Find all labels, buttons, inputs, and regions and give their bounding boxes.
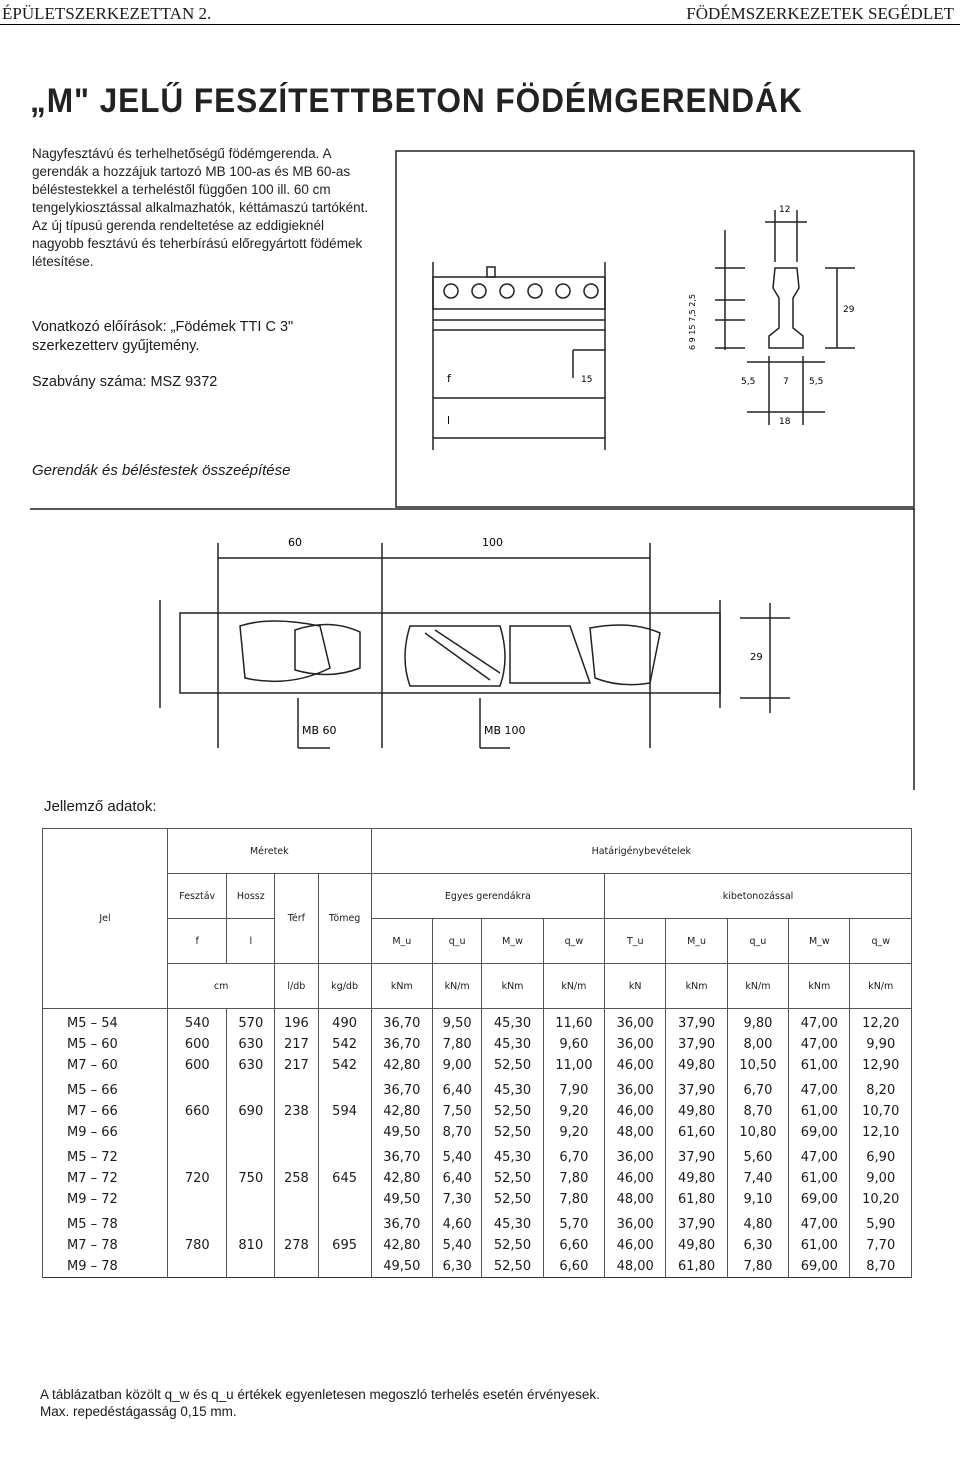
note-line-1: A táblázatban közölt q_w és q_u értékek egyenletesen megoszló terhelés esetén érvényesek. (40, 1387, 600, 1402)
table-cell: 37,90 (666, 1009, 727, 1035)
table-cell: 49,80 (666, 1235, 727, 1256)
table-cell (275, 1143, 318, 1168)
table-cell: 36,70 (371, 1009, 432, 1035)
unit-10: kN/m (727, 964, 788, 1009)
table-cell: 7,90 (543, 1076, 604, 1101)
table-cell: 61,00 (789, 1101, 850, 1122)
table-cell: 46,00 (605, 1168, 666, 1189)
unit-kgdb: kg/db (318, 964, 371, 1009)
table-cell (275, 1210, 318, 1235)
table-cell: 780 (168, 1235, 227, 1256)
table-cell: 7,50 (432, 1101, 481, 1122)
table-cell: 10,50 (727, 1055, 788, 1076)
table-cell: 6,30 (727, 1235, 788, 1256)
table-cell: 570 (227, 1009, 275, 1035)
table-cell: 69,00 (789, 1189, 850, 1210)
table-cell: 6,70 (543, 1143, 604, 1168)
table-cell: 36,00 (605, 1210, 666, 1235)
beam-code-cell: M5 – 78 (43, 1210, 168, 1235)
table-cell: 7,80 (543, 1189, 604, 1210)
beam-code-cell: M7 – 78 (43, 1235, 168, 1256)
table-cell: 36,70 (371, 1210, 432, 1235)
table-cell: 6,90 (850, 1143, 912, 1168)
table-cell: 594 (318, 1101, 371, 1122)
beam-code-cell: M7 – 66 (43, 1101, 168, 1122)
table-cell (275, 1189, 318, 1210)
sym-mu2: M_u (666, 919, 727, 964)
dim-12-label: 12 (779, 205, 791, 215)
beam-side-view (433, 262, 605, 450)
table-cell: 9,10 (727, 1189, 788, 1210)
table-cell: 37,90 (666, 1143, 727, 1168)
unit-6: kNm (482, 964, 543, 1009)
dim-29-label: 29 (843, 305, 855, 315)
table-cell (168, 1076, 227, 1101)
sym-qu: q_u (432, 919, 481, 964)
table-cell (318, 1076, 371, 1101)
col-fesztav: Fesztáv (168, 874, 227, 919)
table-row (43, 1235, 912, 1256)
table-cell: 5,70 (543, 1210, 604, 1235)
beam-code-cell: M5 – 66 (43, 1076, 168, 1101)
table-cell (168, 1189, 227, 1210)
dim-18-label: 18 (779, 417, 791, 427)
table-cell (318, 1143, 371, 1168)
table-cell: 10,80 (727, 1122, 788, 1143)
table-cell: 660 (168, 1101, 227, 1122)
sym-f: f (168, 919, 227, 964)
table-cell: 6,40 (432, 1076, 481, 1101)
table-note (40, 1386, 600, 1420)
table-cell: 52,50 (482, 1256, 543, 1278)
unit-cm: cm (168, 964, 275, 1009)
assembly-caption: Gerendák és béléstestek összeépítése (32, 462, 291, 479)
sym-tu: T_u (605, 919, 666, 964)
table-cell: 49,80 (666, 1101, 727, 1122)
table-cell: 46,00 (605, 1101, 666, 1122)
table-cell: 46,00 (605, 1055, 666, 1076)
table-row (43, 1055, 912, 1076)
table-cell: 630 (227, 1034, 275, 1055)
dim-5-5-a-label: 5,5 (741, 377, 756, 387)
col-group-limits: Határigénybevételek (371, 829, 911, 874)
table-row (43, 1143, 912, 1168)
table-row (43, 1034, 912, 1055)
table-cell (275, 1122, 318, 1143)
standard-text: Szabvány száma: MSZ 9372 (32, 374, 218, 390)
table-cell (227, 1256, 275, 1278)
table-cell: 42,80 (371, 1055, 432, 1076)
sym-qw: q_w (543, 919, 604, 964)
dim-5-5-b-label: 5,5 (809, 377, 824, 387)
table-cell: 45,30 (482, 1076, 543, 1101)
table-cell: 750 (227, 1168, 275, 1189)
table-cell: 49,50 (371, 1122, 432, 1143)
table-cell (227, 1076, 275, 1101)
table-row (43, 1009, 912, 1035)
table-cell: 7,30 (432, 1189, 481, 1210)
table-cell: 490 (318, 1009, 371, 1035)
dim-f-label: f (447, 372, 451, 385)
table-cell: 61,60 (666, 1122, 727, 1143)
table-cell: 690 (227, 1101, 275, 1122)
table-cell: 810 (227, 1235, 275, 1256)
unit-5: kN/m (432, 964, 481, 1009)
table-row (43, 1256, 912, 1278)
page-title: „M" JELŰ FESZÍTETTBETON FÖDÉMGERENDÁK (30, 82, 803, 120)
table-cell (168, 1210, 227, 1235)
data-table (42, 828, 912, 1278)
table-cell: 196 (275, 1009, 318, 1035)
table-cell: 9,50 (432, 1009, 481, 1035)
table-cell: 9,00 (850, 1168, 912, 1189)
table-cell: 36,70 (371, 1076, 432, 1101)
page-header (0, 2, 960, 25)
unit-11: kNm (789, 964, 850, 1009)
table-cell: 37,90 (666, 1076, 727, 1101)
beam-code-cell: M7 – 72 (43, 1168, 168, 1189)
table-cell: 52,50 (482, 1101, 543, 1122)
table-cell: 9,60 (543, 1034, 604, 1055)
table-cell: 9,90 (850, 1034, 912, 1055)
table-cell: 7,40 (727, 1168, 788, 1189)
table-cell: 9,80 (727, 1009, 788, 1035)
table-cell: 37,90 (666, 1210, 727, 1235)
table-cell: 45,30 (482, 1009, 543, 1035)
table-cell: 542 (318, 1034, 371, 1055)
table-cell: 45,30 (482, 1034, 543, 1055)
dim-7-label: 7 (783, 377, 789, 387)
beam-code-cell: M5 – 60 (43, 1034, 168, 1055)
table-cell: 61,00 (789, 1235, 850, 1256)
table-cell (227, 1143, 275, 1168)
table-cell: 4,80 (727, 1210, 788, 1235)
table-cell: 45,30 (482, 1210, 543, 1235)
table-cell: 42,80 (371, 1101, 432, 1122)
table-row (43, 1122, 912, 1143)
table-cell: 10,70 (850, 1101, 912, 1122)
description-text: Nagyfesztávú és terhelhetőségű födémgerenda. A gerendák a hozzájuk tartozó MB 100-as és MB 60-as béléstestekkel a terheléstől függően 100 ill. 60 cm tengelykiosztással alkalmazhatók, kéttámaszú tartóként. Az új típusú gerenda rendeltetése az eddigieknél nagyobb fesztávú és teherbírású előregyártott födémek létesítése. (32, 146, 369, 269)
table-cell: 8,20 (850, 1076, 912, 1101)
table-cell: 52,50 (482, 1122, 543, 1143)
table-cell: 600 (168, 1055, 227, 1076)
table-row (43, 1168, 912, 1189)
table-cell (168, 1143, 227, 1168)
table-cell: 645 (318, 1168, 371, 1189)
unit-7: kN/m (543, 964, 604, 1009)
table-cell: 61,80 (666, 1189, 727, 1210)
table-cell: 720 (168, 1168, 227, 1189)
sym-mu: M_u (371, 919, 432, 964)
table-cell: 47,00 (789, 1143, 850, 1168)
beam-code-cell: M5 – 72 (43, 1143, 168, 1168)
table-cell: 8,70 (432, 1122, 481, 1143)
table-cell: 61,00 (789, 1168, 850, 1189)
table-cell (227, 1122, 275, 1143)
table-cell: 36,70 (371, 1034, 432, 1055)
table-cell: 36,00 (605, 1076, 666, 1101)
table-cell: 7,70 (850, 1235, 912, 1256)
table-cell: 5,60 (727, 1143, 788, 1168)
table-cell: 258 (275, 1168, 318, 1189)
table-cell (227, 1189, 275, 1210)
reference-text: Vonatkozó előírások: „Födémek TTI C 3" szerkezetterv gyűjtemény. (32, 319, 294, 354)
table-row (43, 1189, 912, 1210)
table-cell: 36,70 (371, 1143, 432, 1168)
dim-29-label: 29 (750, 652, 763, 663)
table-cell: 12,20 (850, 1009, 912, 1035)
table-row (43, 1076, 912, 1101)
table-cell (168, 1122, 227, 1143)
dim-60-label: 60 (288, 536, 302, 549)
table-cell: 217 (275, 1034, 318, 1055)
table-cell: 36,00 (605, 1009, 666, 1035)
table-cell: 238 (275, 1101, 318, 1122)
table-cell: 11,60 (543, 1009, 604, 1035)
table-cell: 630 (227, 1055, 275, 1076)
header-left: ÉPÜLETSZERKEZETTAN 2. (2, 4, 212, 23)
table-cell (227, 1210, 275, 1235)
table-cell: 217 (275, 1055, 318, 1076)
table-cell: 42,80 (371, 1168, 432, 1189)
table-cell: 52,50 (482, 1189, 543, 1210)
beam-code-cell: M9 – 66 (43, 1122, 168, 1143)
table-cell: 5,40 (432, 1143, 481, 1168)
unit-9: kNm (666, 964, 727, 1009)
table-cell: 540 (168, 1009, 227, 1035)
sym-mw: M_w (482, 919, 543, 964)
table-cell (275, 1256, 318, 1278)
table-cell: 48,00 (605, 1189, 666, 1210)
beam-drawing (395, 150, 915, 510)
beam-code-cell: M9 – 78 (43, 1256, 168, 1278)
table-cell: 36,00 (605, 1143, 666, 1168)
table-cell (318, 1256, 371, 1278)
table-cell: 42,80 (371, 1235, 432, 1256)
assembly-drawing (30, 508, 915, 790)
table-cell (318, 1189, 371, 1210)
table-cell: 10,20 (850, 1189, 912, 1210)
table-cell: 7,80 (727, 1256, 788, 1278)
table-cell: 7,80 (543, 1168, 604, 1189)
table-cell: 12,10 (850, 1122, 912, 1143)
beam-code-cell: M9 – 72 (43, 1189, 168, 1210)
sym-qu2: q_u (727, 919, 788, 964)
table-cell: 52,50 (482, 1055, 543, 1076)
beam-code-cell: M5 – 54 (43, 1009, 168, 1035)
header-right: FÖDÉMSZERKEZETEK SEGÉDLET (686, 4, 954, 23)
table-cell: 49,80 (666, 1055, 727, 1076)
table-cell: 48,00 (605, 1256, 666, 1278)
table-cell: 69,00 (789, 1256, 850, 1278)
table-cell (168, 1256, 227, 1278)
table-cell: 4,60 (432, 1210, 481, 1235)
table-cell: 8,70 (850, 1256, 912, 1278)
table-cell (318, 1122, 371, 1143)
table-cell: 47,00 (789, 1034, 850, 1055)
dim-l-label: l (447, 414, 451, 427)
table-cell: 52,50 (482, 1235, 543, 1256)
unit-ldb: l/db (275, 964, 318, 1009)
table-cell: 47,00 (789, 1009, 850, 1035)
table-cell: 48,00 (605, 1122, 666, 1143)
table-cell: 11,00 (543, 1055, 604, 1076)
table-body (43, 1009, 912, 1278)
beam-code-cell: M7 – 60 (43, 1055, 168, 1076)
table-cell: 542 (318, 1055, 371, 1076)
col-group-concrete: kibetonozással (605, 874, 912, 919)
table-cell: 7,80 (432, 1034, 481, 1055)
table-cell: 12,90 (850, 1055, 912, 1076)
col-group-dims: Méretek (168, 829, 372, 874)
table-cell: 5,90 (850, 1210, 912, 1235)
note-line-2: Max. repedéstágasság 0,15 mm. (40, 1404, 237, 1419)
table-row (43, 1210, 912, 1235)
table-cell: 6,40 (432, 1168, 481, 1189)
table-cell: 45,30 (482, 1143, 543, 1168)
sym-l: l (227, 919, 275, 964)
table-cell: 36,00 (605, 1034, 666, 1055)
table-cell: 9,20 (543, 1101, 604, 1122)
table-cell: 49,50 (371, 1189, 432, 1210)
dim-left-labels: 6 9 15 7,5 2,5 (688, 294, 697, 350)
unit-4: kNm (371, 964, 432, 1009)
table-row (43, 1101, 912, 1122)
col-tomeg: Tömeg (318, 874, 371, 964)
dim-15-label: 15 (581, 375, 593, 385)
col-hossz: Hossz (227, 874, 275, 919)
table-cell: 278 (275, 1235, 318, 1256)
col-jel: Jel (43, 829, 168, 1009)
beam-cross-section (715, 210, 855, 425)
table-cell: 9,20 (543, 1122, 604, 1143)
sym-mw2: M_w (789, 919, 850, 964)
table-cell: 600 (168, 1034, 227, 1055)
unit-12: kN/m (850, 964, 912, 1009)
table-cell: 37,90 (666, 1034, 727, 1055)
col-terf: Térf (275, 874, 318, 964)
table-cell: 49,80 (666, 1168, 727, 1189)
table-cell: 46,00 (605, 1235, 666, 1256)
table-cell: 6,30 (432, 1256, 481, 1278)
table-cell: 695 (318, 1235, 371, 1256)
mb60-label: MB 60 (302, 724, 337, 737)
table-cell: 61,00 (789, 1055, 850, 1076)
dim-100-label: 100 (482, 536, 503, 549)
table-cell: 8,70 (727, 1101, 788, 1122)
table-cell: 49,50 (371, 1256, 432, 1278)
table-cell (275, 1076, 318, 1101)
unit-8: kN (605, 964, 666, 1009)
table-cell: 6,70 (727, 1076, 788, 1101)
table-cell: 8,00 (727, 1034, 788, 1055)
table-cell (318, 1210, 371, 1235)
table-cell: 52,50 (482, 1168, 543, 1189)
table-cell: 61,80 (666, 1256, 727, 1278)
table-cell: 47,00 (789, 1210, 850, 1235)
table-title: Jellemző adatok: (44, 798, 157, 815)
mb100-label: MB 100 (484, 724, 526, 737)
table-cell: 5,40 (432, 1235, 481, 1256)
table-cell: 6,60 (543, 1235, 604, 1256)
table-cell: 6,60 (543, 1256, 604, 1278)
sym-qw2: q_w (850, 919, 912, 964)
table-cell: 47,00 (789, 1076, 850, 1101)
col-group-single: Egyes gerendákra (371, 874, 604, 919)
table-cell: 9,00 (432, 1055, 481, 1076)
table-cell: 69,00 (789, 1122, 850, 1143)
